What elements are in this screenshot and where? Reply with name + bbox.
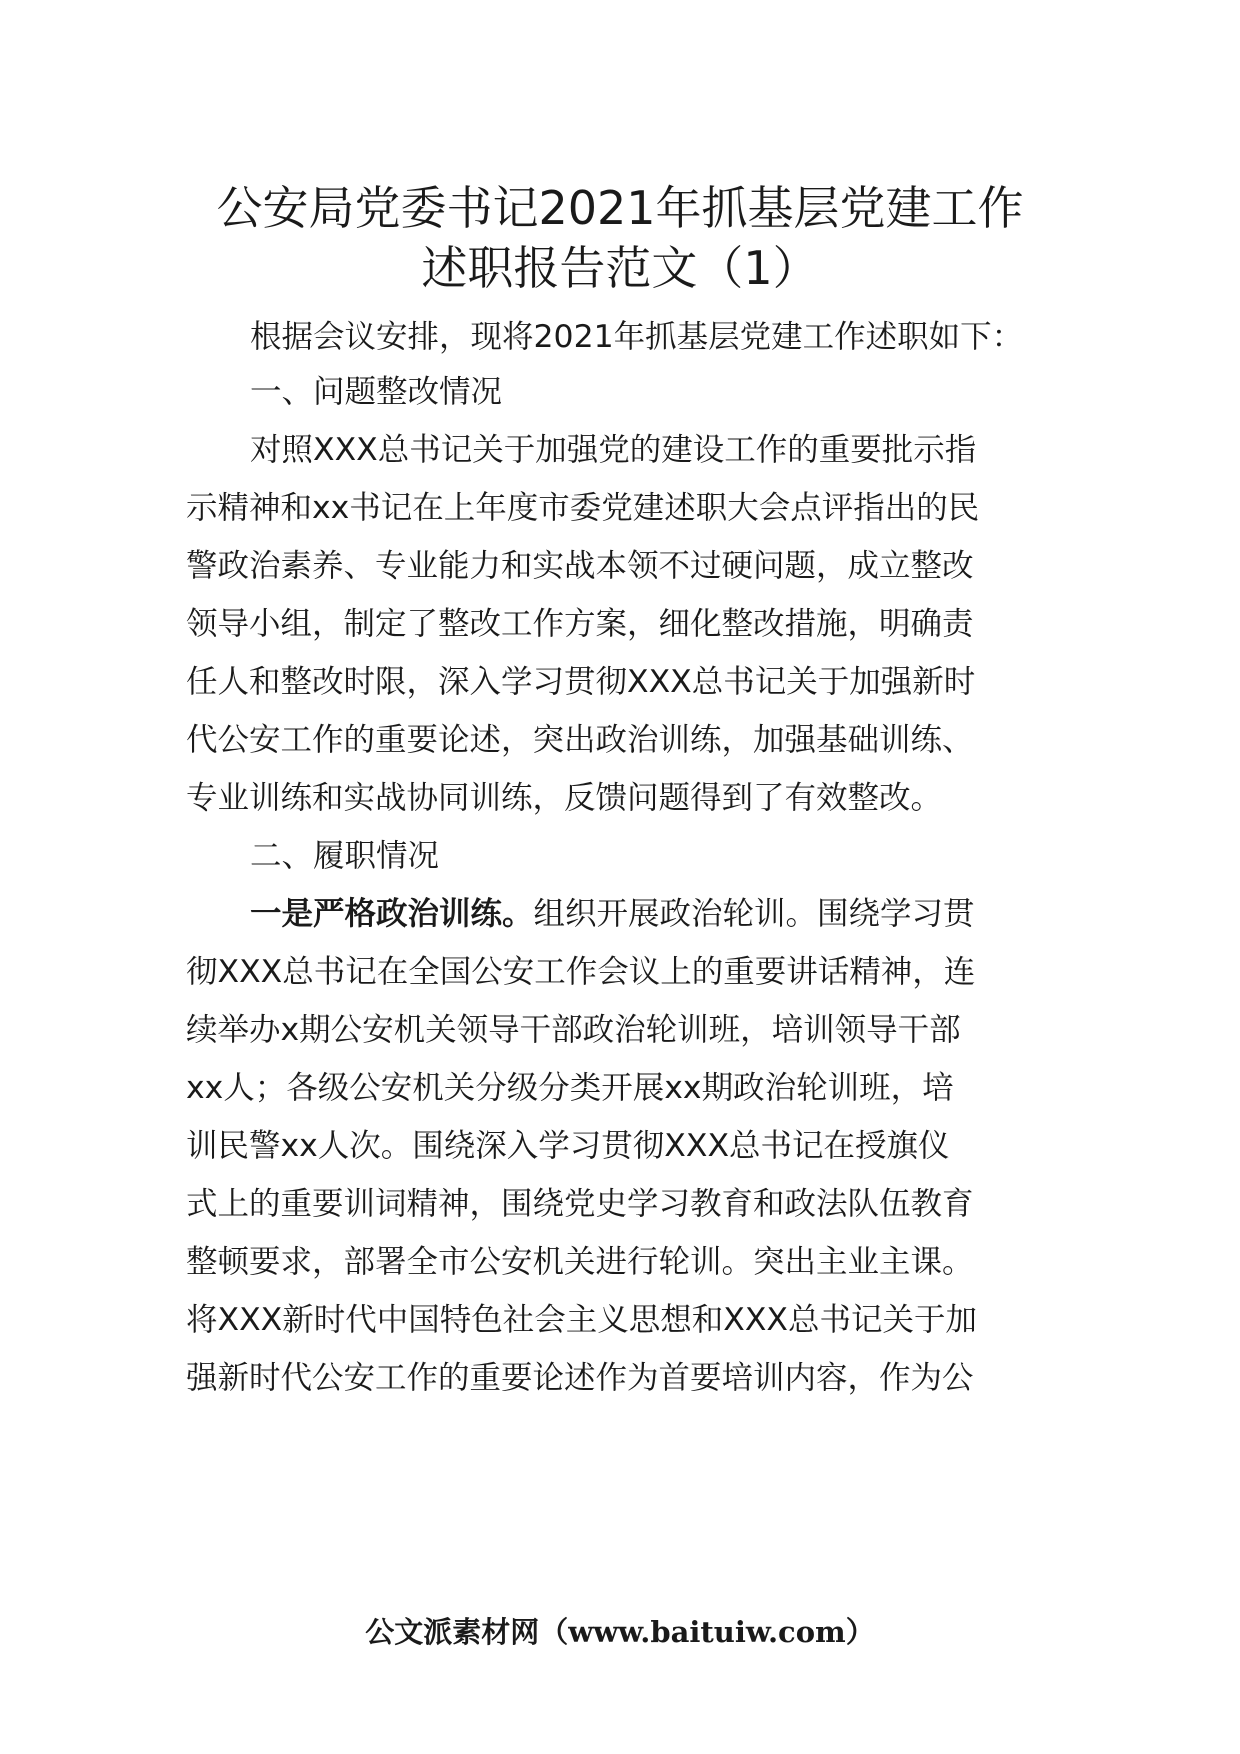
paragraph-line: 示精神和xx书记在上年度市委党建述职大会点评指出的民 bbox=[186, 490, 980, 526]
document-title-line-1: 公安局党委书记2021年抓基层党建工作 bbox=[216, 181, 1024, 235]
paragraph-line: 续举办x期公安机关领导干部政治轮训班，培训领导干部 bbox=[186, 1012, 961, 1048]
paragraph-line: xx人；各级公安机关分级分类开展xx期政治轮训班，培 bbox=[186, 1070, 954, 1106]
paragraph-line: 整顿要求，部署全市公安机关进行轮训。突出主业主课。 bbox=[186, 1244, 974, 1280]
lead-text: 组织开展政治轮训。围绕学习贯 bbox=[533, 896, 975, 932]
section-2-heading: 二、履职情况 bbox=[250, 838, 440, 874]
paragraph-line: 任人和整改时限，深入学习贯彻XXX总书记关于加强新时 bbox=[186, 664, 976, 700]
footer-source: 公文派素材网（www.baituiw.com） bbox=[365, 1615, 875, 1649]
paragraph-line: 领导小组，制定了整改工作方案，细化整改措施，明确责 bbox=[186, 606, 974, 642]
lead-bold-text: 一是严格政治训练。 bbox=[250, 896, 534, 932]
paragraph-line-lead bbox=[250, 894, 975, 934]
paragraph-line: 彻XXX总书记在全国公安工作会议上的重要讲话精神，连 bbox=[186, 954, 976, 990]
paragraph-line: 式上的重要训词精神，围绕党史学习教育和政法队伍教育 bbox=[186, 1186, 974, 1222]
paragraph-line: 专业训练和实战协同训练，反馈问题得到了有效整改。 bbox=[186, 780, 943, 816]
paragraph-line: 将XXX新时代中国特色社会主义思想和XXX总书记关于加 bbox=[186, 1302, 977, 1338]
section-1-heading: 一、问题整改情况 bbox=[250, 374, 503, 410]
paragraph-line: 强新时代公安工作的重要论述作为首要培训内容，作为公 bbox=[186, 1360, 974, 1396]
paragraph-line: 对照XXX总书记关于加强党的建设工作的重要批示指 bbox=[250, 432, 977, 468]
intro-paragraph: 根据会议安排，现将2021年抓基层党建工作述职如下： bbox=[250, 319, 1024, 355]
paragraph-line: 警政治素养、专业能力和实战本领不过硬问题，成立整改 bbox=[186, 548, 974, 584]
paragraph-line: 训民警xx人次。围绕深入学习贯彻XXX总书记在授旗仪 bbox=[186, 1128, 950, 1164]
paragraph-line: 代公安工作的重要论述，突出政治训练，加强基础训练、 bbox=[186, 722, 974, 758]
document-title-line-2: 述职报告范文（1） bbox=[421, 241, 819, 295]
